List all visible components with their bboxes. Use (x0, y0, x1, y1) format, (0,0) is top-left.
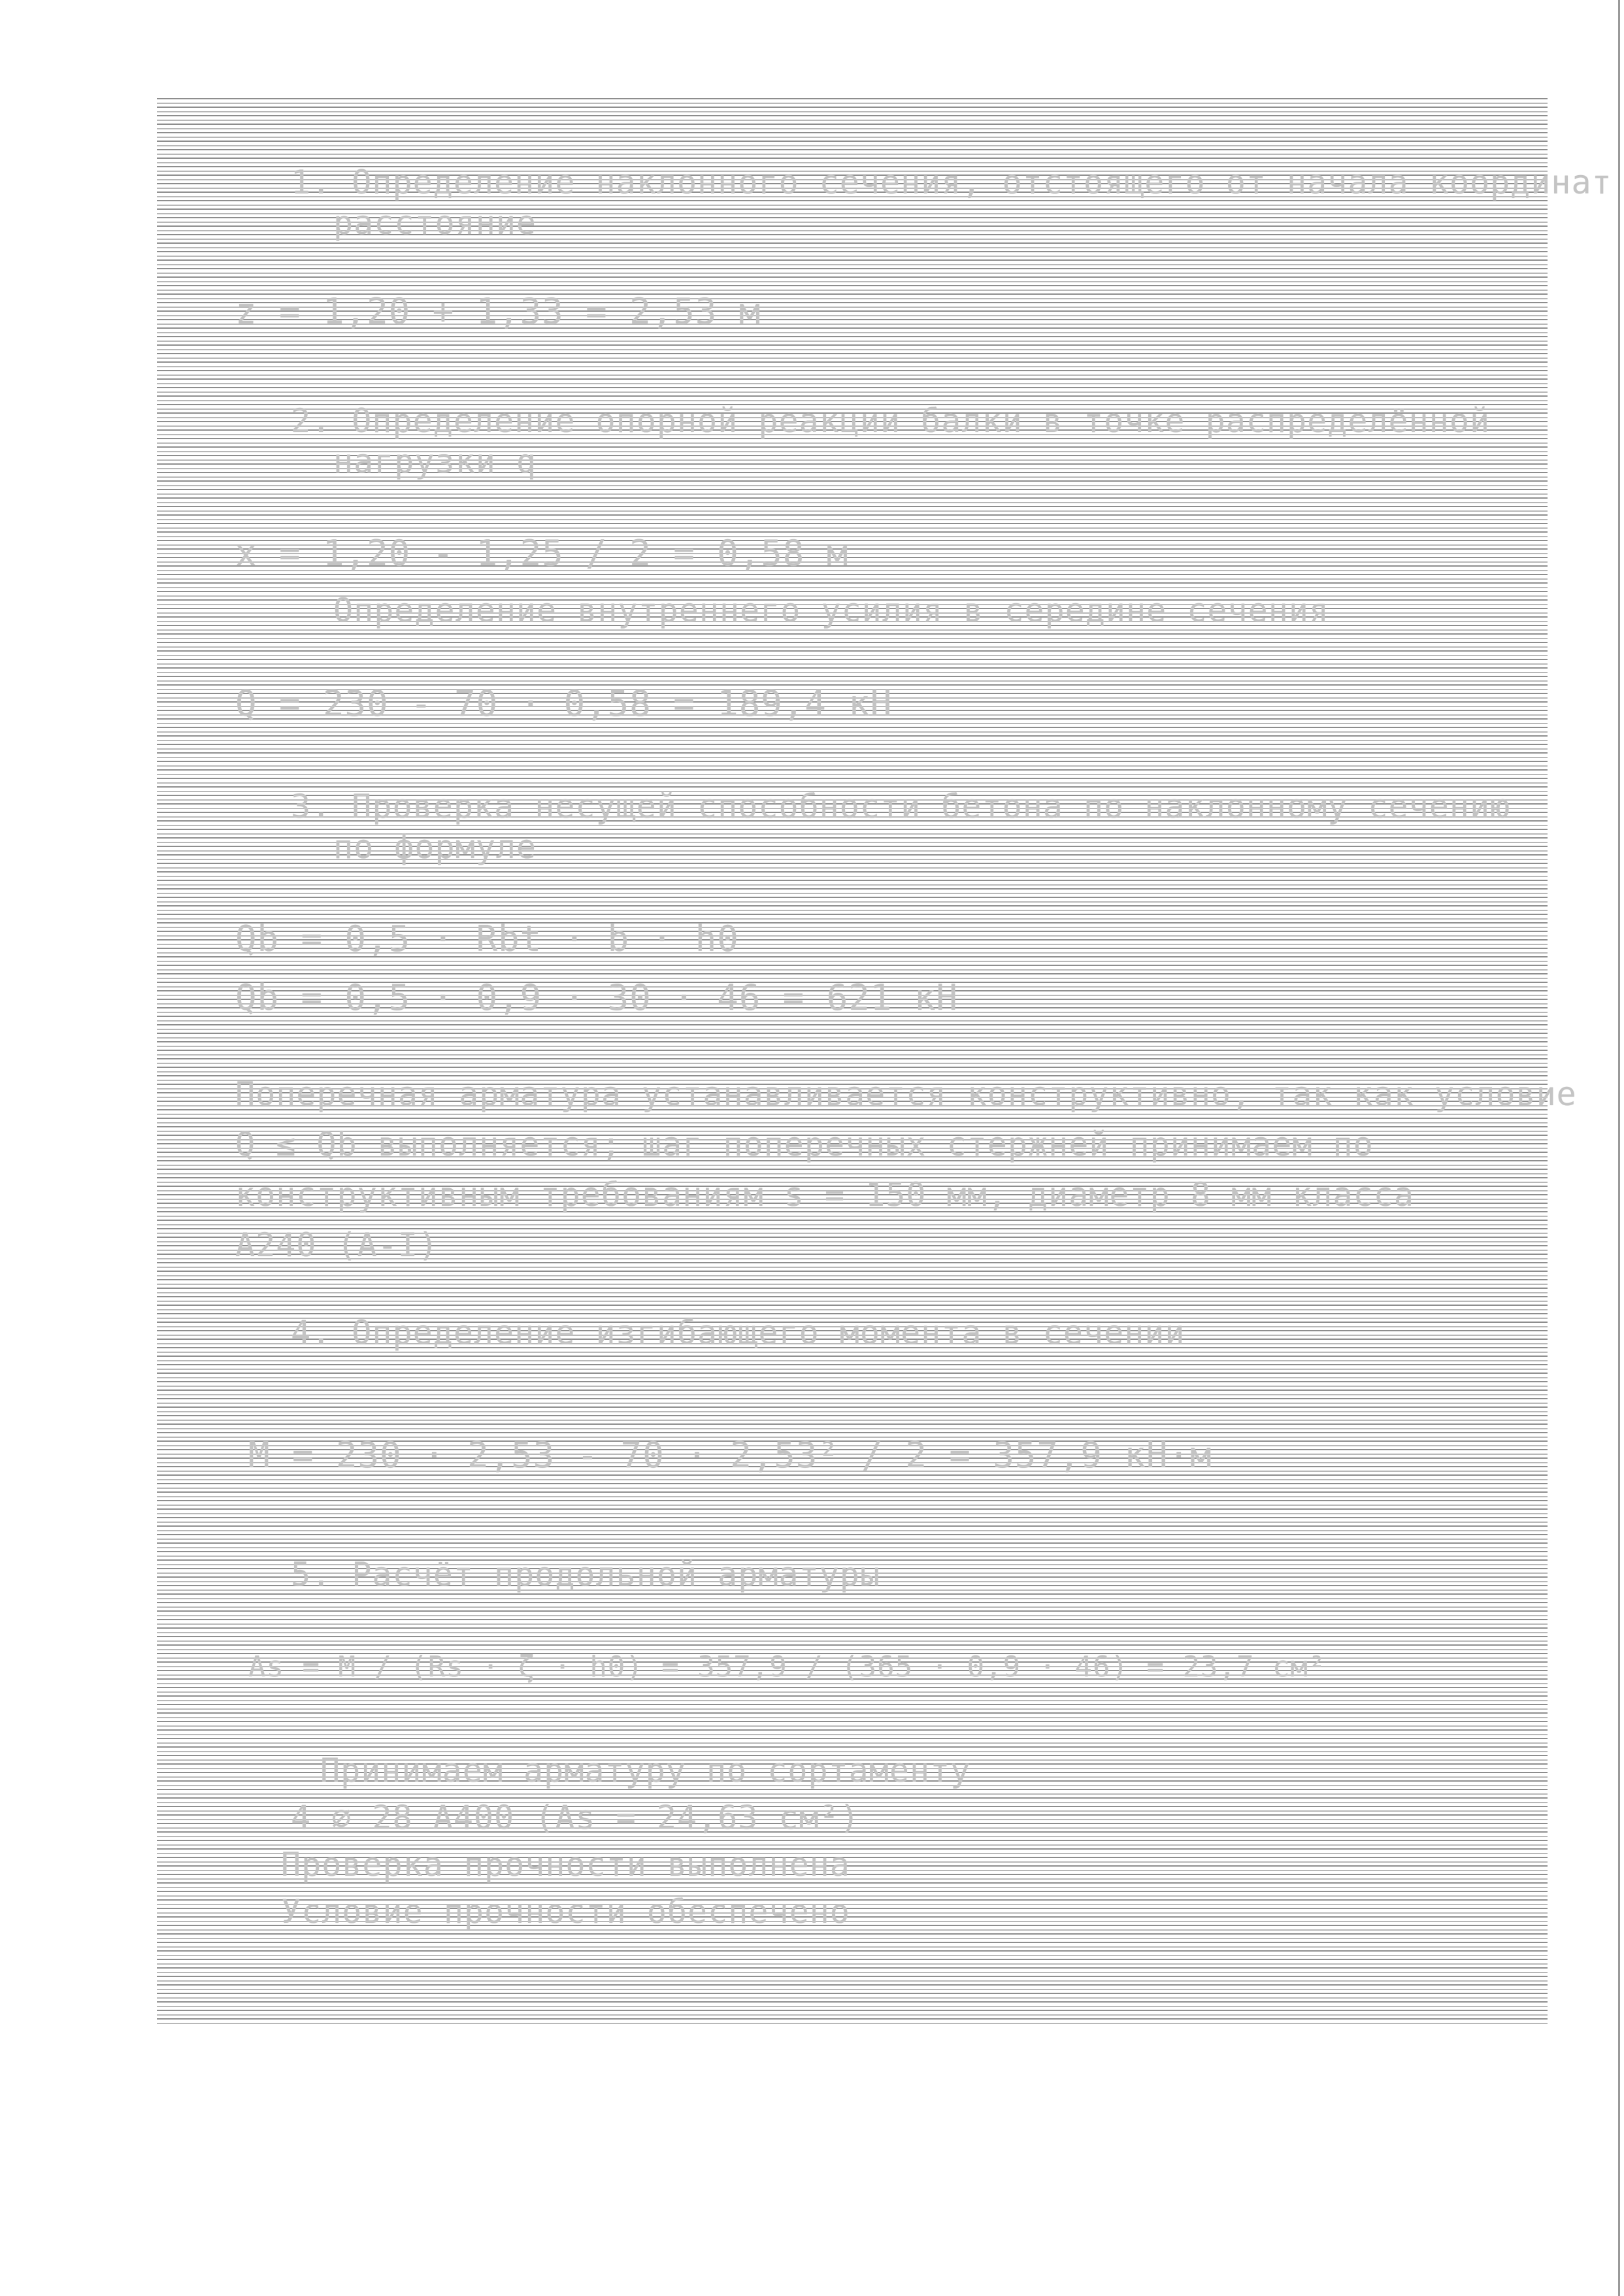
text-line: 1. Определение наклонного сечения, отстоящего от начала координат (291, 163, 1612, 201)
formula-line: As = M / (Rs · ζ · h0) = 357,9 / (365 · 0,9 · 46) = 23,7 см² (248, 1650, 1327, 1684)
formula-line: z = 1,20 + 1,33 = 2,53 м (235, 291, 761, 332)
text-line: Условие прочности обеспечено (281, 1893, 850, 1931)
text-line: Поперечная арматура устанавливается конструктивно, так как условие (235, 1075, 1577, 1113)
formula-line: Qb = 0,5 · 0,9 · 30 · 46 = 621 кН (235, 977, 958, 1018)
text-line: Определение внутреннего усилия в середине сечения (333, 591, 1330, 629)
formula-line: M = 230 · 2,53 - 70 · 2,53² / 2 = 357,9 кН·м (248, 1435, 1212, 1476)
text-line: 2. Определение опорной реакции балки в точке распределённой (291, 402, 1491, 440)
text-line: по формуле (333, 828, 537, 866)
formula-line: x = 1,20 - 1,25 / 2 = 0,58 м (235, 533, 849, 574)
ruled-lines (157, 98, 1548, 2026)
text-line: конструктивным требованиям s = 150 мм, диаметр 8 мм класса (235, 1176, 1414, 1214)
text-line: A240 (А-I) (235, 1226, 439, 1264)
page-edge (1618, 0, 1620, 2296)
formula-line: Q = 230 - 70 · 0,58 = 189,4 кН (235, 683, 893, 724)
text-line: нагрузки q (333, 442, 537, 480)
text-line: 3. Проверка несущей способности бетона по наклонному сечению (291, 788, 1511, 825)
text-line: 4. Определение изгибающего момента в сечении (291, 1314, 1185, 1352)
text-line: Проверка прочности выполнена (281, 1846, 850, 1884)
text-line: Q ≤ Qb выполняется; шаг поперечных стержней принимаем по (235, 1125, 1374, 1163)
text-line: расстояние (333, 204, 537, 242)
text-line: 4 ∅ 28 A400 (As = 24,63 см²) (291, 1799, 860, 1837)
formula-line: Qb = 0,5 · Rbt · b · h0 (235, 918, 739, 959)
text-line: Принимаем арматуру по сортаменту (320, 1752, 971, 1789)
text-line: 5. Расчёт продольной арматуры (291, 1556, 880, 1593)
